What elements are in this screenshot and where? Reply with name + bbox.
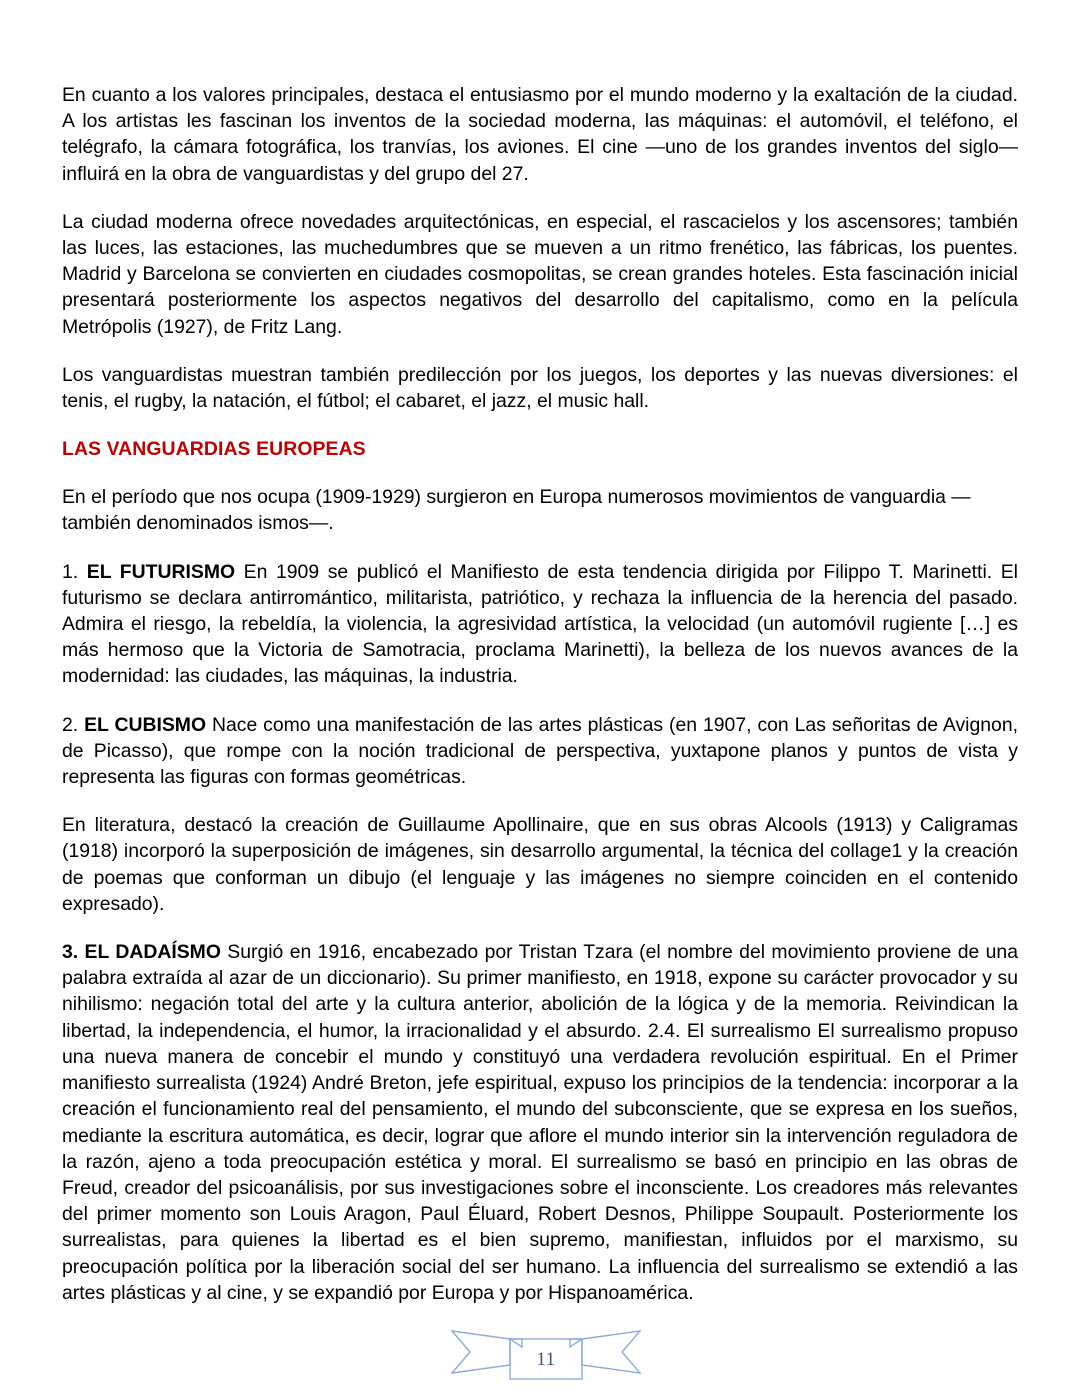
paragraph-ciudad-moderna: La ciudad moderna ofrece novedades arquitectónicas, en especial, el rascacielos y los ascensores; también las luces, las estaciones, las muchedumbres que se mueven a un ritmo frenético, las fábricas, los puentes. Madrid y Barcelona se convierten en ciudades cosmopolitas, se crean grandes hoteles. Esta fascinación inicial presentará posteriormente los aspectos negativos del desarrollo del capitalismo, como en la película Metrópolis (1927), de Fritz Lang. [62,210,1018,338]
item-dadaismo-text: Surgió en 1916, encabezado por Tristan Tzara (el nombre del movimiento proviene de una palabra extraída al azar de un diccionario). Su primer manifiesto, en 1918, expone su carácter provocador y su nihilismo: negación total del arte y la cultura anterior, abolición de la lógica y de la memoria. Reivindican la libertad, la independencia, el humor, la irracionalidad y el absurdo. 2.4. El surrealismo El surrealismo propuso una nueva manera de concebir el mundo y constituyó una verdadera revolución espiritual. En el Primer manifiesto surrealista (1924) André Breton, jefe espiritual, expuso los principios de la tendencia: incorporar a la creación el funcionamiento real del pensamiento, el mundo del subconsciente, que se expresa en los sueños, mediante la escritura automática, es decir, lograr que aflore el mundo interior sin la intervención reguladora de la razón, ajeno a toda preocupación estética y moral. El surrealismo se basó en principio en las obras de Freud, creador del psicoanálisis, por sus investigaciones sobre el inconsciente. Los creadores más relevantes del primer momento son Louis Aragon, Paul Éluard, Robert Desnos, Philippe Soupault. Posteriormente los surrealistas, para quienes la libertad es el bien supremo, manifiestan, influidos por el marxismo, su preocupación política por la liberación social del ser humano. La influencia del surrealismo se extendió a las artes plásticas y al cine, y se expandió por Europa y por Hispanoamérica. [62,941,1018,1304]
item-futurismo-number: 1. [62,560,79,583]
item-futurismo [62,559,1018,690]
item-cubismo [62,712,1018,791]
paragraph-apollinaire: En literatura, destacó la creación de Guillaume Apollinaire, que en sus obras Alcools (1913) y Caligramas (1918) incorporó la superposición de imágenes, sin desarrollo argumental, la técnica del collage1 y la creación de poemas que conforman un dibujo (el lenguaje y las imágenes no siempre coinciden en el contenido expresado). [62,814,1018,915]
item-futurismo-title: EL FUTURISMO [86,560,236,583]
item-cubismo-text: Nace como una manifestación de las artes plásticas (en 1907, con Las señoritas de Avignon, de Picasso), que rompe con la noción tradicional de perspectiva, yuxtapone planos y puntos de vista y representa las figuras con formas geométricas. [62,713,1018,789]
item-dadaismo [62,939,1018,1306]
item-dadaismo-title: 3. EL DADAÍSMO [62,941,221,964]
section-heading-vanguardias-europeas: LAS VANGUARDIAS EUROPEAS [62,438,366,461]
paragraph-valores-principales: En cuanto a los valores principales, destaca el entusiasmo por el mundo moderno y la exaltación de la ciudad. A los artistas les fascinan los inventos de la sociedad moderna, las máquinas: el automóvil, el teléfono, el telégrafo, la cámara fotográfica, los tranvías, los aviones. El cine —uno de los grandes inventos del siglo— influirá en la obra de vanguardistas y del grupo del 27. [62,84,1018,185]
page-number-ribbon-icon [448,1325,644,1387]
document-body [62,82,1018,1306]
item-cubismo-number: 2. [62,713,79,736]
item-futurismo-text: En 1909 se publicó el Manifiesto de esta tendencia dirigida por Filippo T. Marinetti. El futurismo se declara antirromántico, militarista, patriótico, y rechaza la influencia de la herencia del pasado. Admira el riesgo, la rebeldía, la violencia, la agresividad artística, la velocidad (un automóvil rugiente […] es más hermoso que la Victoria de Samotracia, proclama Marinetti), la belleza de los nuevos avances de la modernidad: las ciudades, las máquinas, la industria. [62,560,1018,688]
item-cubismo-title: EL CUBISMO [84,713,207,736]
page-number: 11 [536,1349,556,1370]
paragraph-juegos-deportes: Los vanguardistas muestran también predilección por los juegos, los deportes y las nuevas diversiones: el tenis, el rugby, la natación, el fútbol; el cabaret, el jazz, el music hall. [62,363,1018,413]
paragraph-periodo-1909-1929: En el período que nos ocupa (1909-1929) surgieron en Europa numerosos movimientos de vanguardia —también denominados ismos—. [62,486,971,535]
